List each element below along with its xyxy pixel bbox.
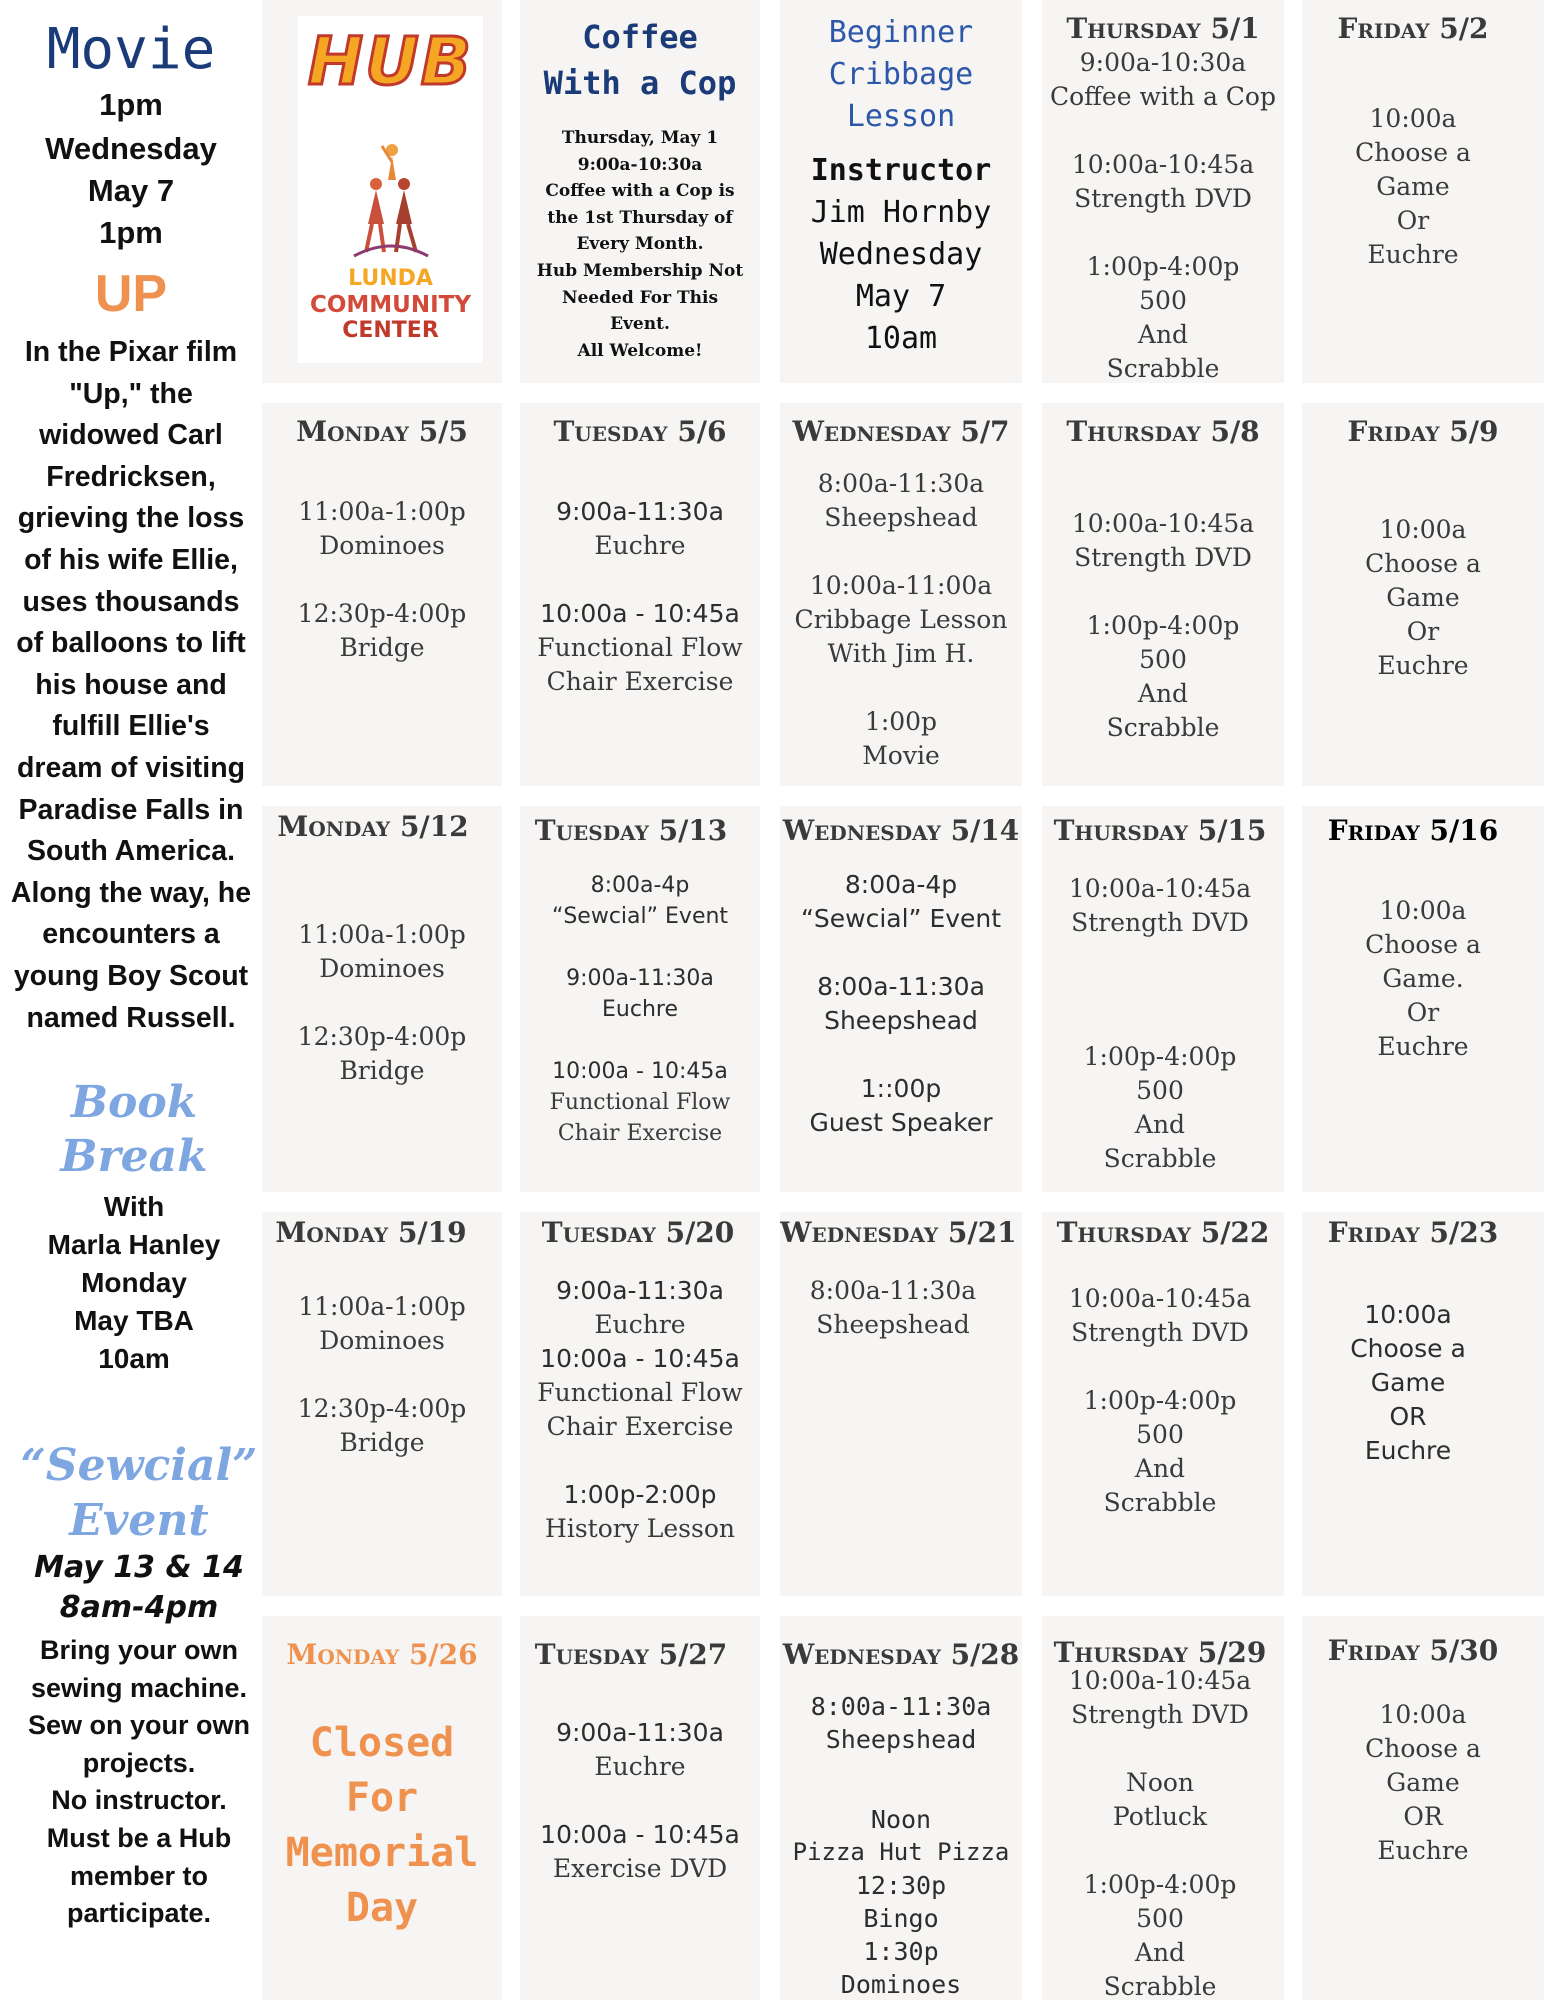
day-cell-fri-5-9 — [1302, 403, 1544, 786]
day-header: Tuesday 5/6 — [553, 415, 727, 448]
day-header: Thursday 5/15 — [1053, 814, 1267, 847]
day-cell-thu-5-8 — [1042, 403, 1284, 786]
movie-title: Movie — [46, 17, 216, 82]
day-cell-fri-5-2 — [1302, 0, 1544, 383]
hub-logo-wordmark: HUB — [307, 23, 474, 100]
sewcial-title: “Sewcial” Event — [20, 1440, 258, 1546]
people-figures-icon — [346, 140, 436, 260]
day-events: 10:00a-10:45a Strength DVD Noon Potluck 1:00p-4:00p 500 And Scrabble — [1068, 1666, 1252, 2000]
movie-time-2: 1pm — [99, 215, 163, 250]
day-header: Thursday 5/8 — [1066, 415, 1260, 448]
day-header: Friday 5/30 — [1327, 1634, 1499, 1667]
day-header: Friday 5/9 — [1347, 415, 1499, 448]
day-cell-tue-5-6 — [520, 403, 760, 786]
movie-day: Wednesday — [45, 131, 217, 166]
day-cell-thu-5-15 — [1042, 806, 1284, 1192]
movie-time: 1pm — [99, 87, 163, 122]
cribbage-title: Beginner Cribbage Lesson — [828, 15, 974, 134]
day-events: 8:00a-11:30a Sheepshead 10:00a-11:00a Cribbage Lesson With Jim H. 1:00p Movie — [794, 469, 1008, 770]
cribbage-cell — [780, 0, 1022, 383]
day-events: 9:00a-11:30a Euchre 10:00a - 10:45a Exercise DVD — [540, 1718, 740, 1883]
day-header: Monday 5/5 — [296, 415, 468, 448]
day-cell-wed-5-21 — [780, 1212, 1022, 1596]
day-events: 11:00a-1:00p Dominoes 12:30p-4:00p Bridge — [297, 920, 467, 1085]
day-events: 10:00a-10:45a Strength DVD 1:00p-4:00p 500 And Scrabble — [1068, 874, 1252, 1173]
book-break-details: With Marla Hanley Monday May TBA 10am — [47, 1191, 221, 1374]
coffee-cop-details: Thursday, May 1 9:00a-10:30a Coffee with a Cop is the 1st Thursday of Every Month. Hub Membership Not Needed For This Event. All Welcome! — [536, 128, 744, 361]
coffee-cop-cell — [520, 0, 760, 383]
day-cell-tue-5-20 — [520, 1212, 760, 1596]
day-cell-wed-5-28 — [780, 1616, 1022, 2000]
day-cell-mon-5-5 — [262, 403, 502, 786]
day-cell-mon-5-19 — [262, 1212, 502, 1596]
day-header: Thursday 5/29 — [1053, 1636, 1267, 1669]
hub-logo — [298, 16, 483, 363]
day-header: Wednesday 5/7 — [792, 415, 1010, 448]
hub-logo-cell — [262, 0, 502, 383]
day-events: 10:00a Choose a Game OR Euchre — [1350, 1300, 1466, 1465]
day-events: 11:00a-1:00p Dominoes 12:30p-4:00p Bridge — [297, 497, 467, 662]
day-events: 10:00a Choose a Game Or Euchre — [1365, 515, 1481, 680]
day-events: 9:00a-11:30a Euchre 10:00a - 10:45a Functional Flow Chair Exercise — [537, 497, 743, 696]
day-header: Friday 5/2 — [1337, 12, 1489, 45]
day-events: 8:00a-4p “Sewcial” Event 8:00a-11:30a Sheepshead 1::00p Guest Speaker — [800, 870, 1002, 1137]
day-events: 8:00a-4p “Sewcial” Event 9:00a-11:30a Euchre 10:00a - 10:45a Functional Flow Chair Exercise — [549, 873, 731, 1146]
day-events: 10:00a Choose a Game Or Euchre — [1355, 104, 1471, 269]
day-header: Friday 5/23 — [1327, 1216, 1499, 1249]
day-cell-thu-5-22 — [1042, 1212, 1284, 1596]
day-cell-thu-5-29 — [1042, 1616, 1284, 2000]
day-events: 9:00a-11:30a Euchre 10:00a - 10:45a Functional Flow Chair Exercise 1:00p-2:00p History Lesson — [537, 1276, 743, 1543]
day-header: Monday 5/26 — [286, 1638, 478, 1671]
day-cell-fri-5-16 — [1302, 806, 1544, 1192]
day-events: 11:00a-1:00p Dominoes 12:30p-4:00p Bridge — [297, 1292, 467, 1457]
day-header: Friday 5/16 — [1327, 814, 1499, 847]
day-header: Tuesday 5/20 — [541, 1216, 735, 1249]
day-header: Monday 5/19 — [275, 1216, 467, 1249]
day-cell-thu-5-1 — [1042, 0, 1284, 383]
day-cell-tue-5-27 — [520, 1616, 760, 2000]
day-header: Wednesday 5/28 — [782, 1638, 1020, 1671]
coffee-cop-title: Coffee With a Cop — [543, 18, 737, 102]
day-header: Wednesday 5/21 — [780, 1216, 1017, 1249]
day-header: Tuesday 5/13 — [534, 814, 728, 847]
movie-film-title: UP — [94, 265, 168, 323]
day-header: Thursday 5/1 — [1066, 12, 1260, 45]
day-cell-wed-5-14 — [780, 806, 1022, 1192]
day-header: Wednesday 5/14 — [782, 814, 1020, 847]
day-events: 9:00a-10:30a Coffee with a Cop 10:00a-10:45a Strength DVD 1:00p-4:00p 500 And Scrabble — [1049, 48, 1276, 383]
sewcial-dates: May 13 & 14 8am-4pm — [34, 1550, 244, 1625]
sewcial-details: Bring your own sewing machine. Sew on your own projects. No instructor. Must be a Hub member to participate. — [27, 1635, 250, 1929]
day-cell-tue-5-13 — [520, 806, 760, 1192]
cribbage-details: Instructor Jim Hornby Wednesday May 7 10am — [810, 153, 992, 356]
book-break-title: Book Break — [60, 1077, 208, 1182]
day-cell-fri-5-23 — [1302, 1212, 1544, 1596]
day-events: 10:00a Choose a Game OR Euchre — [1365, 1700, 1481, 1865]
day-header: Tuesday 5/27 — [534, 1638, 728, 1671]
day-header: Thursday 5/22 — [1056, 1216, 1270, 1249]
day-events: 10:00a-10:45a Strength DVD 1:00p-4:00p 500 And Scrabble — [1071, 509, 1255, 742]
movie-date: May 7 — [87, 173, 175, 208]
day-cell-mon-5-26 — [262, 1616, 502, 2000]
day-cell-wed-5-7 — [780, 403, 1022, 786]
day-cell-mon-5-12 — [262, 806, 502, 1192]
closed-notice: Closed For Memorial Day — [285, 1720, 479, 1931]
day-events: 8:00a-11:30a Sheepshead Noon Pizza Hut Pizza 12:30p Bingo 1:30p Dominoes — [792, 1692, 1010, 1999]
lunda-logo-text: LUNDA COMMUNITY CENTER — [309, 266, 472, 343]
day-events: 8:00a-11:30a Sheepshead — [809, 1276, 977, 1339]
day-cell-fri-5-30 — [1302, 1616, 1544, 2000]
day-events: 10:00a Choose a Game. Or Euchre — [1365, 896, 1481, 1061]
day-events: 10:00a-10:45a Strength DVD 1:00p-4:00p 500 And Scrabble — [1068, 1284, 1252, 1517]
day-header: Monday 5/12 — [277, 810, 469, 843]
movie-description: In the Pixar film "Up," the widowed Carl Fredricksen, grieving the loss of his wife Ellie, uses thousands of balloons to lift his house and fulfill Ellie's dream of visiting Paradise Falls in South America. Along the way, he encounters a young Boy Scout named Russell. — [10, 336, 252, 1034]
